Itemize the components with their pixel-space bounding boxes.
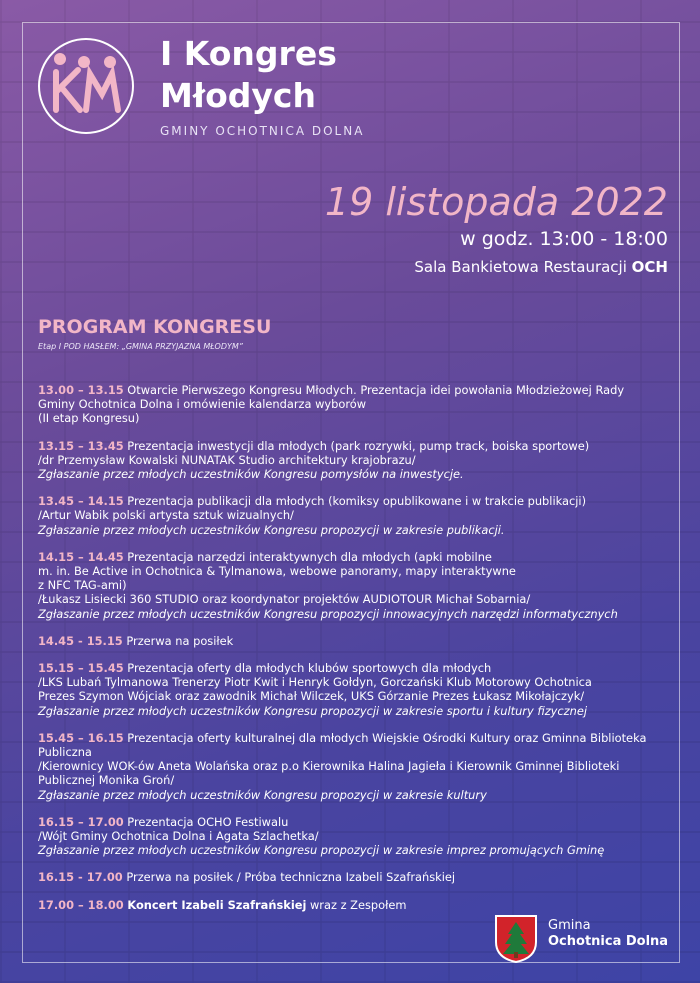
program-item-time: 16.15 - 17.00: [38, 870, 123, 885]
gmina-name: Ochotnica Dolna: [548, 934, 669, 949]
program-item-first-line: [38, 898, 666, 912]
program-item-detail: m. in. Be Active in Ochotnica & Tylmanowa, webowe panoramy, mapy interaktywne: [38, 564, 516, 579]
venue-text: Sala Bankietowa Restauracji: [414, 258, 627, 276]
program-item-title: Prezentacja inwestycji dla młodych (park rozrywki, pump track, boiska sportowe): [123, 438, 590, 453]
program-item-title: Prezentacja oferty dla młodych klubów sportowych dla młodych: [123, 661, 492, 676]
program-item: [38, 870, 666, 884]
gmina-coat-of-arms-icon: [492, 912, 540, 964]
program-item-detail: /Łukasz Lisiecki 360 STUDIO oraz koordynator projektów AUDIOTOUR Michał Sobarnia/: [38, 592, 531, 607]
program-item-detail: Publiczna: [38, 745, 92, 760]
program-item-time: 15.45 – 16.15: [38, 730, 124, 745]
program-item: [38, 634, 666, 648]
program-item-note: Zgłaszanie przez młodych uczestników Kongresu propozycji w zakresie kultury: [38, 787, 487, 802]
program-item-detail: /Wójt Gminy Ochotnica Dolna i Agata Szlachetka/: [38, 829, 319, 844]
program-item-title: Otwarcie Pierwszego Kongresu Młodych. Prezentacja idei powołania Młodzieżowej Rady: [123, 383, 625, 397]
program-item: [38, 383, 666, 426]
program-item-time: 16.15 – 17.00: [38, 814, 124, 829]
program-item-first-line: [38, 439, 666, 453]
concert-title: Koncert Izabeli Szafrańskiej: [127, 897, 307, 912]
program-item-detail: /LKS Lubań Tylmanowa Trenerzy Piotr Kwit i Henryk Gołdyn, Gorczański Klub Motorowy Ochotnica: [38, 675, 592, 690]
program-item-detail: /Kierownicy WOK-ów Aneta Wolańska oraz p.o Kierownika Halina Jagieła i Kierownik Gminnej Biblioteki: [38, 759, 620, 774]
program-item-note: Zgłaszanie przez młodych uczestników Kongresu propozycji w zakresie publikacji.: [38, 522, 505, 537]
program-item-time: 13.45 – 14.15: [38, 494, 124, 509]
program-item-time: 14.15 – 14.45: [38, 549, 124, 564]
program-item-detail: z NFC TAG-ami): [38, 578, 127, 593]
program-item: [38, 661, 666, 718]
program-list: [38, 383, 666, 925]
program-item-detail: Gminy Ochotnica Dolna i omówienie kalendarza wyborów: [38, 397, 367, 412]
program-item-time: 17.00 – 18.00: [38, 897, 124, 912]
program-item-first-line: [38, 661, 666, 675]
program-item: [38, 494, 666, 537]
program-item-title: Prezentacja narzędzi interaktywnych dla młodych (apki mobilne: [123, 549, 492, 564]
program-item-note: Zgłaszanie przez młodych uczestników Kongresu propozycji w zakresie sportu i kultury fizycznej: [38, 703, 588, 718]
program-item-time: 15.15 – 15.45: [38, 661, 124, 676]
program-item-note: Zgłaszanie przez młodych uczestników Kongresu propozycji w zakresie imprez promujących Gminę: [38, 843, 605, 858]
program-item-time: 13.00 – 13.15: [38, 383, 124, 397]
venue-name: OCH: [631, 258, 668, 276]
program-item: [38, 550, 666, 621]
program-item-first-line: [38, 494, 666, 508]
program-item-title: Przerwa na posiłek / Próba techniczna Izabeli Szafrańskiej: [122, 870, 456, 885]
event-date: 19 listopada 2022: [324, 180, 668, 224]
program-item-concert: [38, 898, 666, 912]
program-item-detail: Prezes Szymon Wójciak oraz zawodnik Michał Wilczek, UKS Górzanie Prezes Łukasz Mikołajczyk/: [38, 689, 585, 704]
program-item-first-line: [38, 634, 666, 648]
program-stage: Etap I POD HASŁEM: „GMINA PRZYJAZNA MŁODYM”: [38, 342, 243, 351]
concert-rest: wraz z Zespołem: [306, 897, 407, 912]
program-item-first-line: [38, 815, 666, 829]
program-item-note: Zgłaszanie przez młodych uczestników Kongresu propozycji innowacyjnych narzędzi informatycznych: [38, 606, 618, 621]
program-item-detail: /dr Przemysław Kowalski NUNATAK Studio architektury krajobrazu/: [38, 452, 416, 467]
event-hours: w godz. 13:00 - 18:00: [460, 228, 668, 250]
program-item-title: Prezentacja oferty kulturalnej dla młodych Wiejskie Ośrodki Kultury oraz Gminna Biblioteka: [123, 730, 647, 745]
program-item-time: 14.45 - 15.15: [38, 633, 123, 648]
program-item-note: Zgłaszanie przez młodych uczestników Kongresu pomysłów na inwestycje.: [38, 467, 464, 482]
program-heading: PROGRAM KONGRESU: [38, 316, 272, 338]
title-line-1: I Kongres: [160, 34, 337, 73]
title-line-2: Młodych: [160, 76, 316, 115]
km-logo-icon: [48, 50, 124, 120]
program-item-title: Prezentacja OCHO Festiwalu: [123, 814, 289, 829]
program-item-title: Prezentacja publikacji dla młodych (komiksy opublikowane i w trakcie publikacji): [123, 494, 587, 509]
program-item-title: Przerwa na posiłek: [122, 633, 234, 648]
program-item-first-line: [38, 383, 666, 397]
subtitle: GMINY OCHOTNICA DOLNA: [160, 124, 365, 138]
program-item-detail: /Artur Wabik polski artysta sztuk wizualnych/: [38, 508, 294, 523]
gmina-label: Gmina: [548, 918, 591, 933]
event-venue: [414, 258, 668, 276]
program-item: [38, 439, 666, 482]
program-item-detail: (II etap Kongresu): [38, 411, 140, 426]
program-item-time: 13.15 – 13.45: [38, 438, 124, 453]
program-item: [38, 731, 666, 802]
program-item-first-line: [38, 731, 666, 745]
program-item: [38, 815, 666, 858]
program-item-detail: Publicznej Monika Groń/: [38, 773, 175, 788]
program-item-first-line: [38, 550, 666, 564]
program-item-first-line: [38, 870, 666, 884]
